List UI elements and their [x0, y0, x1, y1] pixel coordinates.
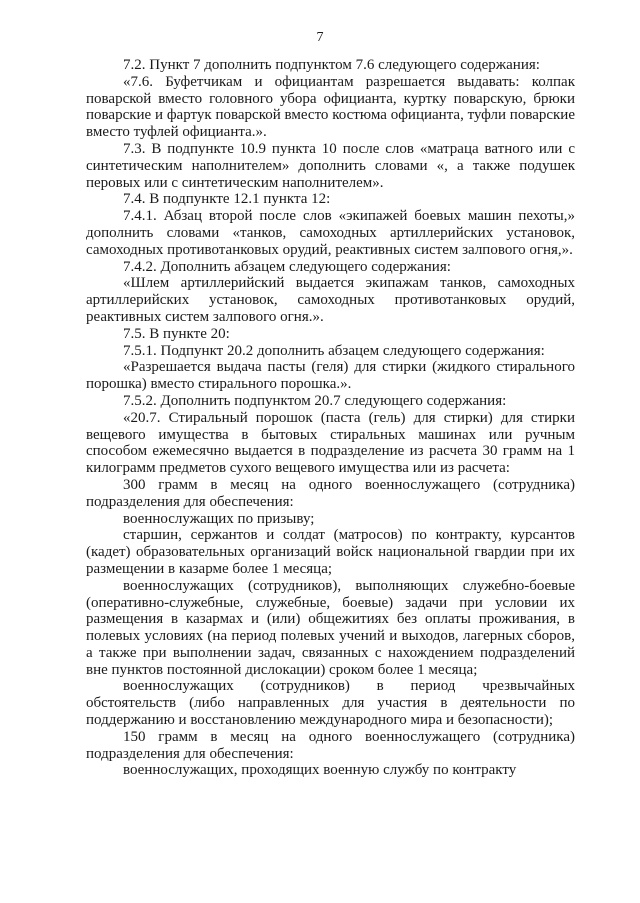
paragraph-7-5-2: 7.5.2. Дополнить подпунктом 20.7 следующего содержания: [123, 392, 507, 409]
paragraph-contract-staff: старшин, сержантов и солдат (матросов) по контракту, курсантов (кадет) образовательных организаций войск национальной гвардии при их размещении в казарме более 1 месяца; [86, 527, 575, 577]
paragraph-conscripts: военнослужащих по призыву; [123, 510, 315, 527]
paragraph-7-4-1: 7.4.1. Абзац второй после слов «экипажей боевых машин пехоты,» дополнить словами «танков, самоходных артиллерийских установок, самоходных противотанковых орудий, реактивных систем залпового огня,». [86, 208, 575, 258]
paragraph-7-6-quote: «7.6. Буфетчикам и официантам разрешается выдавать: колпак поварской вместо головного убора официанта, куртку поварскую, брюки поварские и фартук поварской вместо костюма официанта, туфли поварские вместо туфлей официанта.». [86, 73, 575, 141]
paragraph-helmet-quote: «Шлем артиллерийский выдается экипажам танков, самоходных артиллерийских установок, самоходных противотанковых орудий, реактивных систем залпового огня.». [86, 275, 575, 325]
document-body [86, 57, 575, 779]
paragraph-7-4: 7.4. В подпункте 12.1 пункта 12: [123, 191, 331, 208]
paragraph-300-gram: 300 грамм в месяц на одного военнослужащего (сотрудника) подразделения для обеспечения: [86, 476, 575, 510]
paragraph-7-5-1: 7.5.1. Подпункт 20.2 дополнить абзацем следующего содержания: [123, 342, 545, 359]
paragraph-service-tasks: военнослужащих (сотрудников), выполняющих служебно-боевые (оперативно-служебные, служебные, боевые) задачи при условии их размещения в казармах и (или) общежитиях без оплаты проживания, в полевых условиях (на период полевых учений и выходов, лагерных сборов, а также при выполнении задач, связанных с нахождением подразделений вне пунктов постоянной дислокации) сроком более 1 месяца; [86, 577, 575, 678]
paragraph-7-4-2: 7.4.2. Дополнить абзацем следующего содержания: [123, 258, 451, 275]
paragraph-7-3: 7.3. В подпункте 10.9 пункта 10 после слов «матраца ватного или с синтетическим наполнителем» дополнить словами «, а также подушек перовых или с синтетическим наполнителем». [86, 140, 575, 191]
paragraph-7-2: 7.2. Пункт 7 дополнить подпунктом 7.6 следующего содержания: [123, 57, 540, 73]
paragraph-20-7: «20.7. Стиральный порошок (паста (гель) для стирки) для стирки вещевого имущества в бытовых стиральных машинах или ручным способом ежемесячно выдается в подразделение из расчета 30 грамм на 1 килограмм предметов сухого вещевого имущества или из расчета: [86, 409, 575, 477]
paragraph-paste-quote: «Разрешается выдача пасты (геля) для стирки (жидкого стирального порошка) вместо стирального порошка.». [86, 359, 575, 393]
paragraph-150-gram: 150 грамм в месяц на одного военнослужащего (сотрудника) подразделения для обеспечения: [86, 728, 575, 762]
paragraph-emergency: военнослужащих (сотрудников) в период чрезвычайных обстоятельств (либо направленных для участия в деятельности по поддержанию и восстановлению международного мира и безопасности); [86, 678, 575, 729]
page-number: 7 [316, 30, 324, 45]
paragraph-7-5: 7.5. В пункте 20: [123, 325, 230, 342]
paragraph-contract-service: военнослужащих, проходящих военную службу по контракту [123, 762, 517, 779]
